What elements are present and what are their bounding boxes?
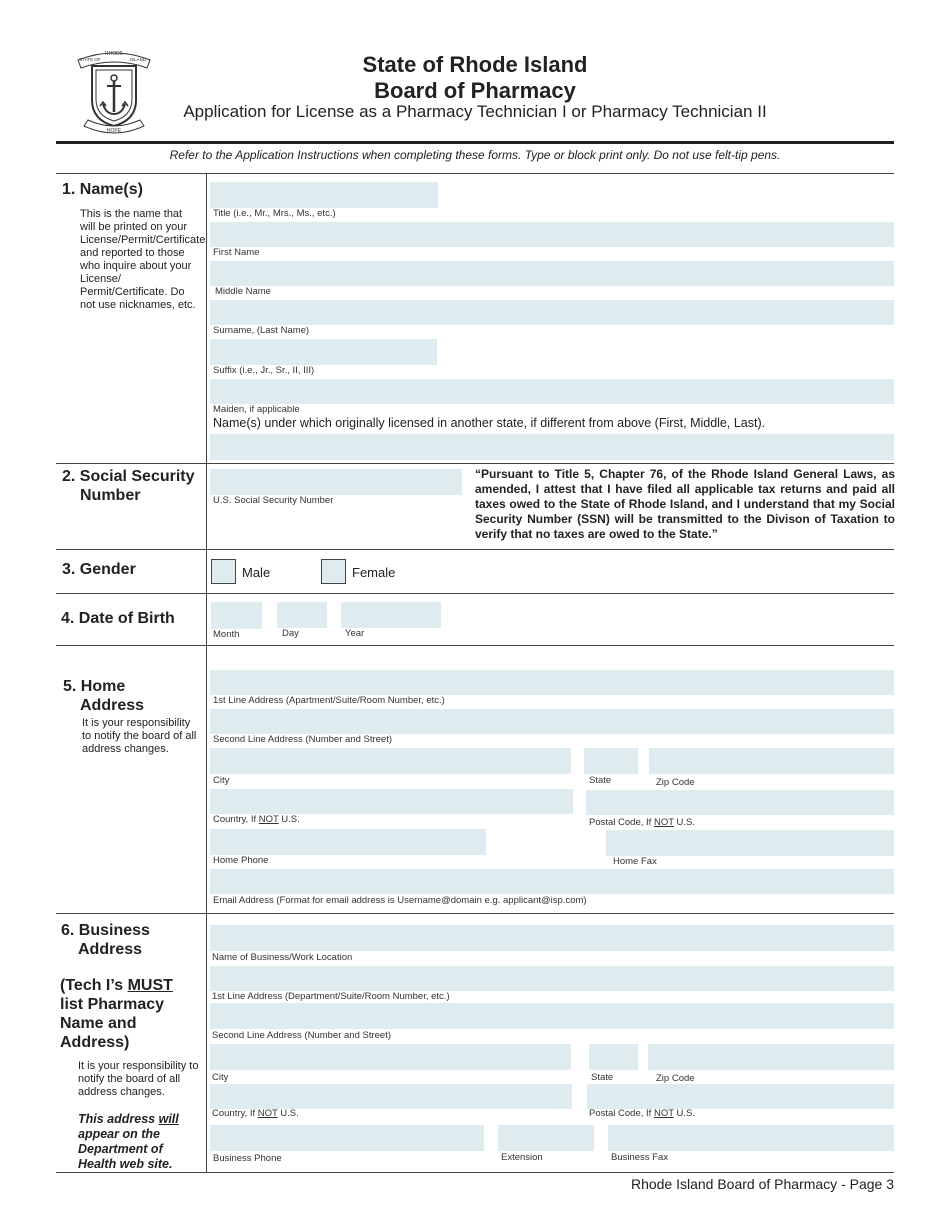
section-divider [56,645,894,646]
header-divider [56,141,894,144]
business-zip-label: Zip Code [656,1073,695,1084]
instructions-text: Refer to the Application Instructions when completing these forms. Type or block print only. Do not use felt-tip pens. [169,148,781,162]
business-fax-input[interactable] [608,1125,894,1151]
suffix-input[interactable] [210,339,437,365]
maiden-name-label: Maiden, if applicable [213,404,300,415]
page-title-line1: State of Rhode Island [362,52,588,77]
male-checkbox[interactable] [211,559,236,584]
female-checkbox[interactable] [321,559,346,584]
dob-year-label: Year [345,628,365,639]
svg-text:ISLAND: ISLAND [129,57,147,62]
business-city-label: City [212,1072,229,1083]
home-phone-input[interactable] [210,829,486,855]
other-state-name-input[interactable] [210,434,894,460]
home-country-label: Country, If NOT U.S. [213,814,300,825]
section-dob-title: 4. Date of Birth [61,610,175,627]
middle-name-label: Middle Name [215,286,271,297]
business-phone-input[interactable] [210,1125,484,1151]
home-state-label: State [589,775,612,786]
home-city-label: City [213,775,230,786]
section-divider [56,549,894,550]
business-postal-label: Postal Code, If NOT U.S. [589,1108,695,1119]
business-extension-input[interactable] [498,1125,594,1151]
dob-day-label: Day [282,628,299,639]
page-footer: Rhode Island Board of Pharmacy - Page 3 [630,1176,894,1192]
home-fax-input[interactable] [606,830,894,856]
tech-requirement-note: (Tech I’s MUST list Pharmacy Name and Address) [60,977,173,1051]
suffix-label: Suffix (i.e., Jr., Sr., II, III) [213,365,315,376]
section-business-title: 6. Business [61,922,150,939]
name-title-input[interactable] [210,182,438,208]
business-line2-label: Second Line Address (Number and Street) [212,1030,392,1041]
section-home-title-line2: Address [80,697,145,714]
table-top-border [56,173,894,174]
svg-text:STATE OF: STATE OF [79,57,101,62]
first-name-label: First Name [213,247,260,258]
section-names-title: 1. Name(s) [62,181,143,198]
name-title-label: Title (i.e., Mr., Mrs., Ms., etc.) [213,208,336,219]
business-zip-input[interactable] [648,1044,894,1070]
home-zip-label: Zip Code [656,777,695,788]
dob-month-input[interactable] [211,602,262,629]
first-name-input[interactable] [210,222,894,247]
business-fax-label: Business Fax [611,1152,669,1163]
section-home-note: It is your responsibility to notify the board of all address changes. [82,717,197,755]
svg-text:RHODE: RHODE [104,51,124,57]
home-line2-label: Second Line Address (Number and Street) [213,734,393,745]
section-divider [56,593,894,594]
dob-year-input[interactable] [341,602,441,628]
business-country-label: Country, If NOT U.S. [212,1108,299,1119]
ssn-input[interactable] [210,469,462,495]
business-postal-input[interactable] [587,1084,894,1109]
business-extension-label: Extension [501,1152,543,1163]
other-state-name-caption: Name(s) under which originally licensed in another state, if different from above (First, Middle, Last). [213,416,766,430]
section-divider [56,463,894,464]
home-zip-input[interactable] [649,748,894,774]
surname-label: Surname, (Last Name) [213,325,310,336]
female-label: Female [352,565,396,580]
business-city-input[interactable] [210,1044,571,1070]
business-state-label: State [591,1072,614,1083]
website-notice: This address will appear on the Department of Health web site. [78,1112,179,1171]
business-name-input[interactable] [210,925,894,951]
section-names-note: This is the name that will be printed on your License/Permit/Certificate and reported to those who inquire about your License/ Permit/Certificate. Do not use nicknames, etc. [80,208,206,311]
page-title-line2: Board of Pharmacy [374,78,576,103]
business-country-input[interactable] [210,1084,572,1109]
surname-input[interactable] [210,300,894,325]
dob-day-input[interactable] [277,602,327,628]
home-line2-input[interactable] [210,709,894,734]
business-phone-label: Business Phone [213,1153,282,1164]
section-business-title-line2: Address [78,941,143,958]
table-bottom-border [56,1172,894,1173]
business-line2-input[interactable] [210,1003,894,1029]
home-phone-label: Home Phone [213,855,269,866]
home-postal-input[interactable] [586,790,894,815]
business-name-label: Name of Business/Work Location [212,952,353,963]
home-line1-input[interactable] [210,670,894,695]
ssn-tax-statement: “Pursuant to Title 5, Chapter 76, of the Rhode Island General Laws, as amended, I attest that I have filed all applicable tax returns and paid all taxes owed to the State of Rhode Island, and I understand that my Social Security Number (SSN) will be transmitted to the Divison of Taxation to verify that no taxes are owed to the State.” [475,467,895,541]
business-line1-input[interactable] [210,966,894,991]
home-email-input[interactable] [210,869,894,894]
section-gender-title: 3. Gender [62,561,136,578]
section-ssn-title: 2. Social Security [62,468,195,485]
home-postal-label: Postal Code, If NOT U.S. [589,817,695,828]
page-subtitle: Application for License as a Pharmacy Technician I or Pharmacy Technician II [183,102,767,121]
ssn-label: U.S. Social Security Number [213,495,334,506]
home-fax-label: Home Fax [613,856,657,867]
home-state-input[interactable] [584,748,638,774]
business-state-input[interactable] [589,1044,638,1070]
maiden-name-input[interactable] [210,379,894,404]
business-line1-label: 1st Line Address (Department/Suite/Room Number, etc.) [212,991,450,1002]
home-country-input[interactable] [210,789,573,814]
svg-text:HOPE: HOPE [106,128,122,134]
section-ssn-title-line2: Number [80,487,141,504]
middle-name-input[interactable] [210,261,894,286]
section-business-note: It is your responsibility to notify the board of all address changes. [78,1060,199,1098]
dob-month-label: Month [213,629,240,640]
home-city-input[interactable] [210,748,571,774]
home-email-label: Email Address (Format for email address is Username@domain e.g. applicant@isp.com) [213,895,587,906]
column-divider [206,173,207,1172]
home-line1-label: 1st Line Address (Apartment/Suite/Room Number, etc.) [213,695,445,706]
section-home-title: 5. Home [63,678,126,695]
section-divider [56,913,894,914]
male-label: Male [242,565,271,580]
